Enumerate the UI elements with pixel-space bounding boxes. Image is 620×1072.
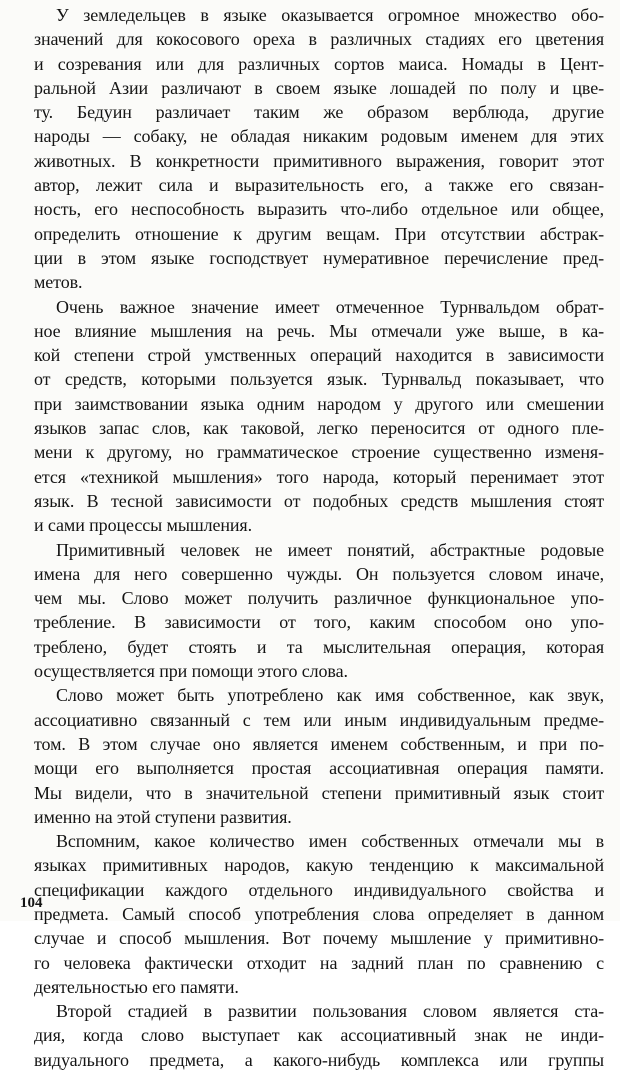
text-line: мощи его выполняется простая ассоциативная операция памяти. xyxy=(34,758,604,779)
text-line: ется «техникой мышления» того народа, который перенимает этот xyxy=(34,466,604,487)
paragraph-3 xyxy=(34,538,604,684)
text-line: Слово может быть употреблено как имя собственное, как звук, xyxy=(56,685,604,706)
text-line: Второй стадией в развитии пользования словом является ста- xyxy=(56,1001,604,1022)
text-line: предмета. Самый способ употребления слова определяет в данном xyxy=(34,903,604,924)
text-line: Очень важное значение имеет отмеченное Турнвальдом обрат- xyxy=(56,296,604,317)
text-line: народы — собаку, не обладая никаким родовым именем для этих xyxy=(34,126,604,147)
text-line: мени к другому, но грамматическое строение существенно изменя- xyxy=(34,442,604,463)
text-line: Примитивный человек не имеет понятий, абстрактные родовые xyxy=(56,539,604,560)
text-line: дия, когда слово выступает как ассоциативный знак не инди- xyxy=(34,1025,604,1046)
text-line: чем мы. Слово может получить различное функциональное упо- xyxy=(34,588,604,609)
paragraph-5 xyxy=(34,829,604,999)
text-line: имена для него совершенно чужды. Он пользуется словом иначе, xyxy=(34,563,604,584)
text-line: автор, лежит сила и выразительность его, а также его связан- xyxy=(34,175,604,196)
text-line: при заимствовании языка одним народом у другого или смешении xyxy=(34,393,604,414)
text-line: именно на этой ступени развития. xyxy=(34,806,292,827)
text-line: определить отношение к другим вещам. При отсутствии абстрак- xyxy=(34,223,604,244)
text-line: ральной Азии различают в своем языке лошадей по полу и цве- xyxy=(34,77,604,98)
text-line: Вспомним, какое количество имен собственных отмечали мы в xyxy=(56,831,604,852)
paragraph-2 xyxy=(34,295,604,538)
body-text xyxy=(34,3,604,1072)
text-line: животных. В конкретности примитивного выражения, говорит этот xyxy=(34,150,604,171)
text-line: Мы видели, что в значительной степени примитивный язык стоит xyxy=(34,782,604,803)
paragraph-1 xyxy=(34,3,604,295)
text-line: У земледельцев в языке оказывается огромное множество обо- xyxy=(56,5,604,25)
text-line: метов. xyxy=(34,272,83,293)
text-line: кой степени строй умственных операций находится в зависимости xyxy=(34,345,604,366)
text-line: от средств, которыми пользуется язык. Турнвальд показывает, что xyxy=(34,369,604,390)
text-line: требление. В зависимости от того, каким способом оно упо- xyxy=(34,612,604,633)
text-line: треблено, будет стоять и та мыслительная операция, которая xyxy=(34,636,604,657)
text-line: том. В этом случае оно является именем собственным, и при по- xyxy=(34,733,604,754)
text-line: случае и способ мышления. Вот почему мышление у примитивно- xyxy=(34,928,604,949)
text-line: видуального предмета, а какого-нибудь комплекса или группы xyxy=(34,1049,604,1070)
text-line: деятельностью его памяти. xyxy=(34,976,239,997)
text-line: спецификации каждого отдельного индивидуального свойства и xyxy=(34,879,604,900)
text-line: значений для кокосового ореха в различных стадиях его цветения xyxy=(34,29,604,50)
paragraph-6 xyxy=(34,999,604,1072)
text-line: ассоциативно связанный с тем или иным индивидуальным предме- xyxy=(34,709,604,730)
text-line: язык. В тесной зависимости от подобных средств мышления стоят xyxy=(34,490,604,511)
text-line: ность, его неспособность выразить что-либо отдельное или общее, xyxy=(34,199,604,220)
text-line: и сами процессы мышления. xyxy=(34,515,252,536)
text-line: и созревания или для различных сортов маиса. Номады в Цент- xyxy=(34,53,604,74)
text-line: языках примитивных народов, какую тенденцию к максимальной xyxy=(34,855,604,876)
paragraph-4 xyxy=(34,683,604,829)
page-number: 104 xyxy=(20,895,43,911)
text-line: го человека фактически отходит на задний план по сравнению с xyxy=(34,952,604,973)
text-line: языков запас слов, как таковой, легко переносится от одного пле- xyxy=(34,418,604,439)
text-line: осуществляется при помощи этого слова. xyxy=(34,661,348,682)
text-line: ное влияние мышления на речь. Мы отмечали уже выше, в ка- xyxy=(34,320,604,341)
text-line: ту. Бедуин различает таким же образом верблюда, другие xyxy=(34,102,604,123)
text-line: ции в этом языке господствует нумеративное перечисление пред- xyxy=(34,247,604,268)
